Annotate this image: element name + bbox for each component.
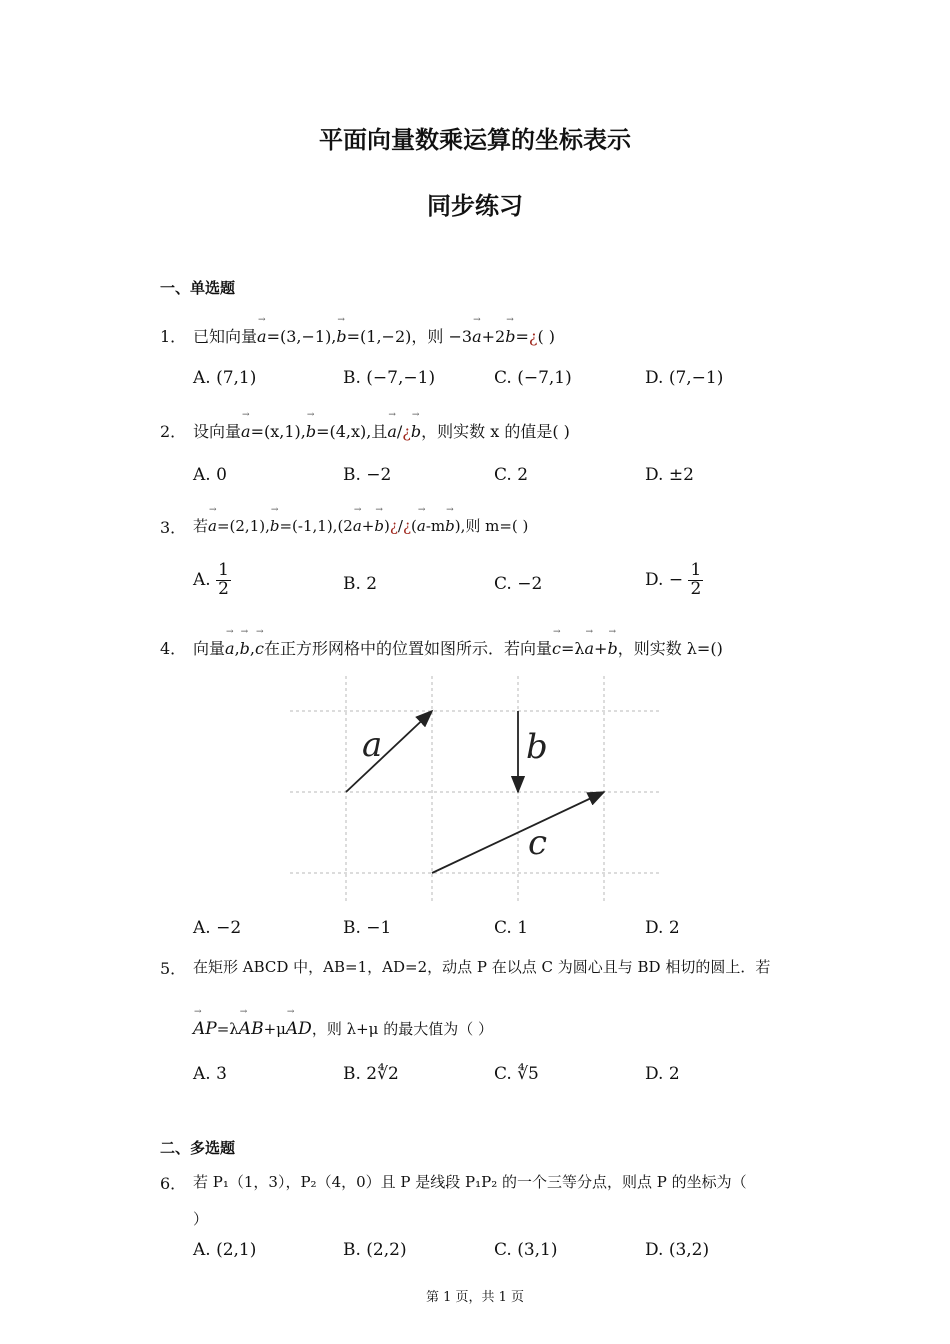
option-d: D. (7,−1) bbox=[645, 368, 724, 388]
option-c: C. 1 bbox=[494, 918, 529, 938]
option-c: C. (3,1) bbox=[494, 1240, 558, 1260]
fraction: $\frac{1}{2}$ bbox=[690, 560, 702, 599]
option-d: D. ±2 bbox=[645, 465, 694, 485]
option-a: A. 3 bbox=[193, 1064, 227, 1084]
question-4-text: 向量→ a,→ b,→ c在正方形网格中的位置如图所示．若向量→ c=λ→ a+→ b，则实数 λ=() bbox=[193, 636, 723, 659]
vector-grid-figure bbox=[290, 676, 660, 902]
question-3-text: 若→ a=(2,1),→ b=(-1,1),(2→ a+→ b)¿/¿(→ a-m→ b),则 m=( ) bbox=[193, 515, 528, 536]
page-footer: 第 1 页，共 1 页 bbox=[425, 1290, 525, 1305]
option-a: A. −2 bbox=[193, 918, 242, 938]
vector-b-label: b bbox=[526, 727, 548, 767]
option-b: B. −2 bbox=[343, 465, 392, 485]
question-6-text: 若 P₁（1，3），P₂（4，0）且 P 是线段 P₁P₂ 的一个三等分点，则点 P 的坐标为（ bbox=[193, 1173, 747, 1191]
option-a: A. (2,1) bbox=[193, 1240, 257, 1260]
option-b: B. 2∜2 bbox=[343, 1064, 399, 1084]
section-heading-multi: 二、多选题 bbox=[160, 1139, 236, 1157]
vector-c-label: c bbox=[528, 823, 548, 863]
fraction: $\frac{1}{2}$ bbox=[218, 560, 229, 599]
section-heading-single: 一、单选题 bbox=[160, 279, 236, 297]
option-d: D. 2 bbox=[645, 1064, 680, 1084]
option-c: C. −2 bbox=[494, 574, 543, 594]
vector-a-arrow bbox=[346, 711, 432, 792]
option-b: B. (2,2) bbox=[343, 1240, 407, 1260]
question-5-text: 在矩形 ABCD 中，AB=1，AD=2，动点 P 在以点 C 为圆心且与 BD 相切的圆上．若 bbox=[193, 958, 771, 976]
question-number: 2． bbox=[160, 422, 187, 441]
question-1-text: 已知向量→ a=(3,−1),→ b=(1,−2)，则 −3→ a+2→ b=¿( ) bbox=[193, 324, 555, 347]
option-a: A. (7,1) bbox=[193, 368, 257, 388]
option-a: A. 0 bbox=[193, 465, 227, 485]
option-b: B. (−7,−1) bbox=[343, 368, 436, 388]
question-number: 6． bbox=[160, 1174, 187, 1193]
option-c: C. 2 bbox=[494, 465, 529, 485]
page-subtitle: 同步练习 bbox=[427, 191, 523, 220]
question-number: 4． bbox=[160, 639, 187, 658]
question-2-text: 设向量→ a=(x,1),→ b=(4,x),且→ a/¿→ b，则实数 x 的值是( ) bbox=[193, 419, 570, 442]
option-d: D. (3,2) bbox=[645, 1240, 710, 1260]
page-title: 平面向量数乘运算的坐标表示 bbox=[319, 125, 631, 154]
option-b: B. 2 bbox=[343, 574, 378, 594]
question-number: 1． bbox=[160, 327, 187, 346]
grid-lines bbox=[290, 676, 660, 902]
question-number: 5． bbox=[160, 959, 187, 978]
option-c: C. ∜5 bbox=[494, 1064, 539, 1084]
vector-a-label: a bbox=[362, 725, 383, 765]
option-d: D. 2 bbox=[645, 918, 680, 938]
option-c: C. (−7,1) bbox=[494, 368, 572, 388]
option-b: B. −1 bbox=[343, 918, 392, 938]
question-number: 3． bbox=[160, 518, 187, 537]
option-d: D. − $\frac{1}{2}$ bbox=[645, 560, 702, 599]
option-a: A. $\frac{1}{2}$ bbox=[193, 560, 229, 599]
question-6-text-cont: ） bbox=[193, 1210, 209, 1228]
question-5-formula: → AP=λ→ AB+μ→ AD，则 λ+μ 的最大值为（ ） bbox=[193, 1018, 493, 1039]
